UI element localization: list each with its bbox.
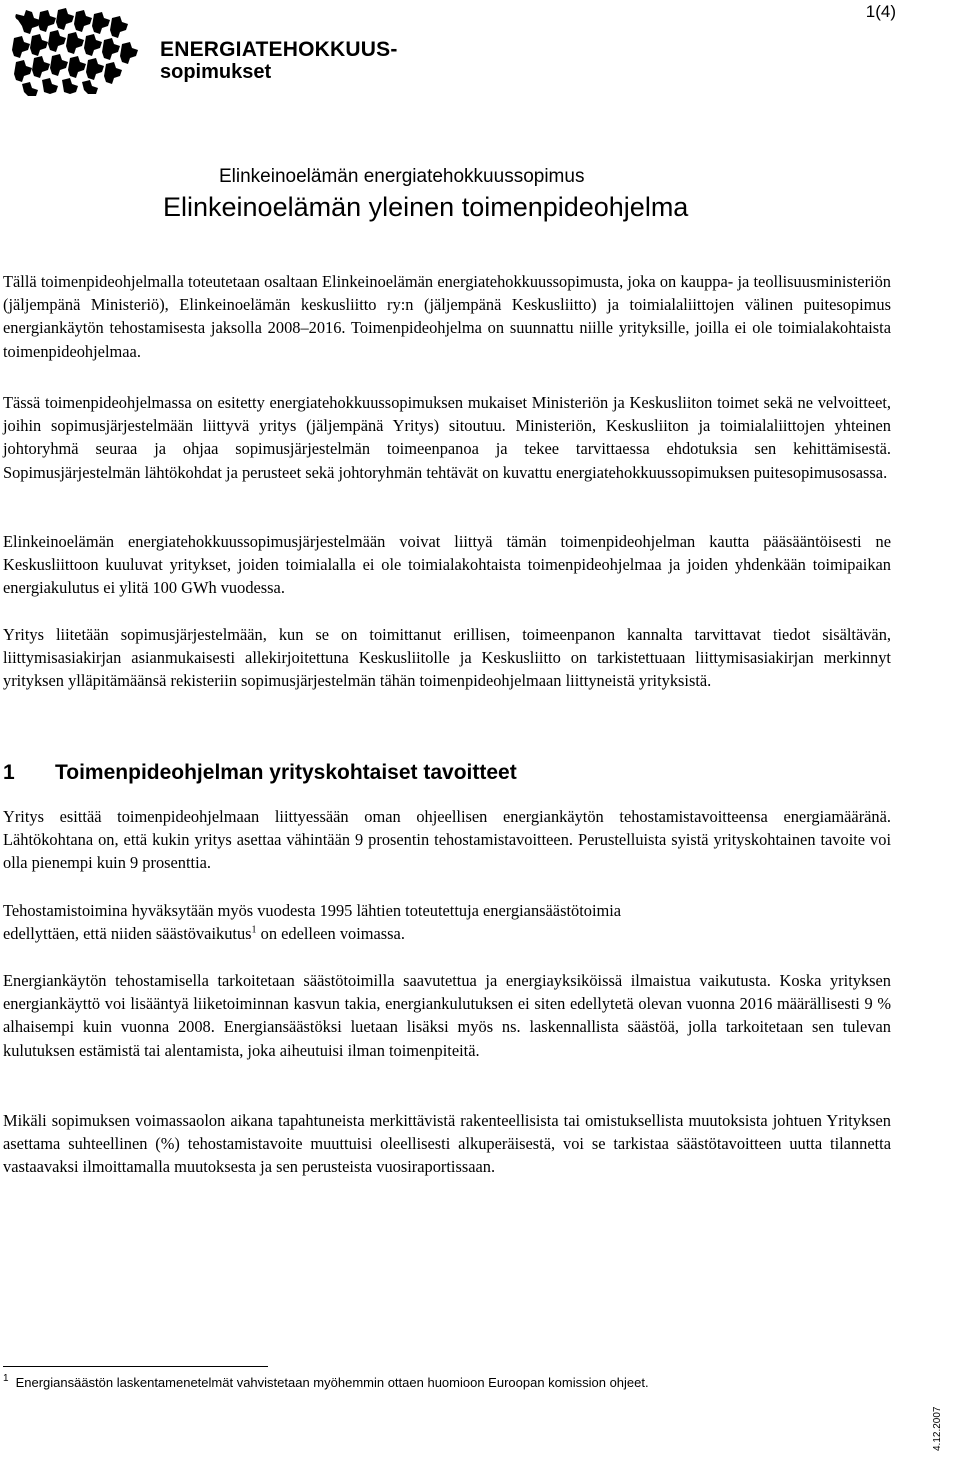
section-1-paragraph-3 xyxy=(3,969,891,1062)
document-date: 4.12.2007 xyxy=(932,1406,943,1451)
logo-line1: ENERGIATEHOKKUUS- xyxy=(160,38,398,61)
section-1-paragraph-2-line-2 xyxy=(3,922,891,945)
document-subtitle: Elinkeinoelämän energiatehokkuussopimus xyxy=(219,166,585,187)
footnote-divider xyxy=(3,1366,268,1367)
intro-paragraph-3 xyxy=(3,530,891,600)
page-title: Elinkeinoelämän yleinen toimenpideohjelma xyxy=(163,192,689,222)
footnote xyxy=(3,1375,649,1390)
section-1-paragraph-3-text: Energiankäytön tehostamisella tarkoitetaan säästötoimilla saavutettua ja energiayksiköissä ilmaistua vaikutusta. Koska yrityksen energiankäyttö voi lisääntyä liiketoiminnan kasvun takia, energiankulutuksen ei siten edellytetä olevan vuonna 2016 määrällisesti 9 % alhaisempi kuin vuonna 2008. Energiansäästöksi luetaan lisäksi myös ns. laskennallista säästöä, jolla tarkoitetaan sen tulevan kulutuksen estämistä tai alentamista, joka aiheutuisi ilman toimenpiteitä. xyxy=(3,971,891,1060)
section-1-paragraph-2 xyxy=(3,899,891,945)
section-1-paragraph-4 xyxy=(3,1109,891,1179)
page-number: 1(4) xyxy=(865,2,896,21)
intro-paragraph-2 xyxy=(3,391,891,484)
energiatehokkuus-logo xyxy=(10,6,398,98)
footnote-text: Energiansäästön laskentamenetelmät vahvistetaan myöhemmin ottaen huomioon Euroopan komission ohjeet. xyxy=(15,1375,649,1390)
para2-text-b: on edelleen voimassa. xyxy=(256,924,405,944)
logo-wordmark xyxy=(160,39,398,82)
section-1-paragraph-2-line-1: Tehostamistoimina hyväksytään myös vuodesta 1995 lähtien toteutettuja energiansäästötoimia xyxy=(3,901,622,920)
intro-paragraph-4 xyxy=(3,623,891,693)
section-1-heading xyxy=(3,761,517,785)
logo-line2: sopimukset xyxy=(160,61,272,83)
section-1-title: Toimenpideohjelman yrityskohtaiset tavoitteet xyxy=(55,761,517,784)
intro-paragraph-1-text: Tällä toimenpideohjelmalla toteutetaan osaltaan Elinkeinoelämän energiatehokkuussopimusta, joka on kauppa- ja teollisuusministeriön (jäljempänä Ministeriö), Elinkeinoelämän keskusliitto ry:n (jäljempänä Keskusliitto) ja toimialaliittojen välinen puitesopimus energiankäytön tehostamisesta jaksolla 2008–2016. Toimenpideohjelma on suunnattu niille yrityksille, joilla ei ole toimialakohtaista toimenpideohjelmaa. xyxy=(3,272,891,361)
intro-paragraph-4-text: Yritys liitetään sopimusjärjestelmään, kun se on toimittanut erillisen, toimeenpanon kannalta tarvittavat tiedot sisältävän, liittymisasiakirjan asianmukaisesti allekirjoitettuna Keskusliitolle ja Keskusliitto on tarkistettuaan liittymisasiakirjan merkinnyt yrityksen ylläpitämäänsä rekisteriin sopimusjärjestelmän tähän toimenpideohjelmaan liittyneistä yrityksistä. xyxy=(3,625,891,691)
section-1-number: 1 xyxy=(3,761,15,784)
intro-paragraph-3-text: Elinkeinoelämän energiatehokkuussopimusjärjestelmään voivat liittyä tämän toimenpideohjelman kautta pääsääntöisesti ne Keskusliittoon kuuluvat yritykset, joiden toimialalla ei ole toimialakohtaista toimenpideohjelmaa ja joiden yhdenkään toimipaikan energiakulutus ei ylitä 100 GWh vuodessa. xyxy=(3,532,891,598)
section-1-paragraph-4-text: Mikäli sopimuksen voimassaolon aikana tapahtuneista merkittävistä rakenteellisista tai omistuksellista muutoksista johtuen Yrityksen asettama suhteellinen (%) tehostamistavoite muuttuisi oleellisesti alkuperäisestä, voi se tarkistaa säästötavoitteen uutta tilannetta vastaavaksi ilmoittamalla muutoksesta ja sen perusteista vuosiraportissaan. xyxy=(3,1111,891,1177)
footnote-marker: 1 xyxy=(3,1373,9,1384)
para2-text-a: edellyttäen, että niiden säästövaikutus xyxy=(3,924,252,944)
intro-paragraph-1 xyxy=(3,270,891,363)
logo-mark-icon xyxy=(10,6,150,98)
intro-paragraph-2-text: Tässä toimenpideohjelmassa on esitetty energiatehokkuussopimuksen mukaiset Ministeriön ja Keskusliiton toimet sekä ne velvoitteet, joihin sopimusjärjestelmään liittyvä yritys (jäljempänä Yritys) sitoutuu. Ministeriön, Keskusliiton ja toimialaliittojen yhteinen johtoryhmä seuraa ja ohjaa sopimusjärjestelmän toimeenpanoa ja tekee tarvittaessa ehdotuksia sen kehittämisestä. Sopimusjärjestelmän lähtökohdat ja perusteet sekä johtoryhmän tehtävät on kuvattu energiatehokkuussopimuksen puitesopimusosassa. xyxy=(3,393,891,482)
section-1-paragraph-1-text: Yritys esittää toimenpideohjelmaan liittyessään oman ohjeellisen energiankäytön tehostamistavoitteensa energiamääränä. Lähtökohtana on, että kukin yritys asettaa vähintään 9 prosentin tehostamistavoitteen. Perustelluista syistä yrityskohtainen tavoite voi olla pienempi kuin 9 prosenttia. xyxy=(3,807,891,873)
footnote-reference[interactable]: 1 xyxy=(251,924,257,936)
section-1-paragraph-1 xyxy=(3,805,891,875)
